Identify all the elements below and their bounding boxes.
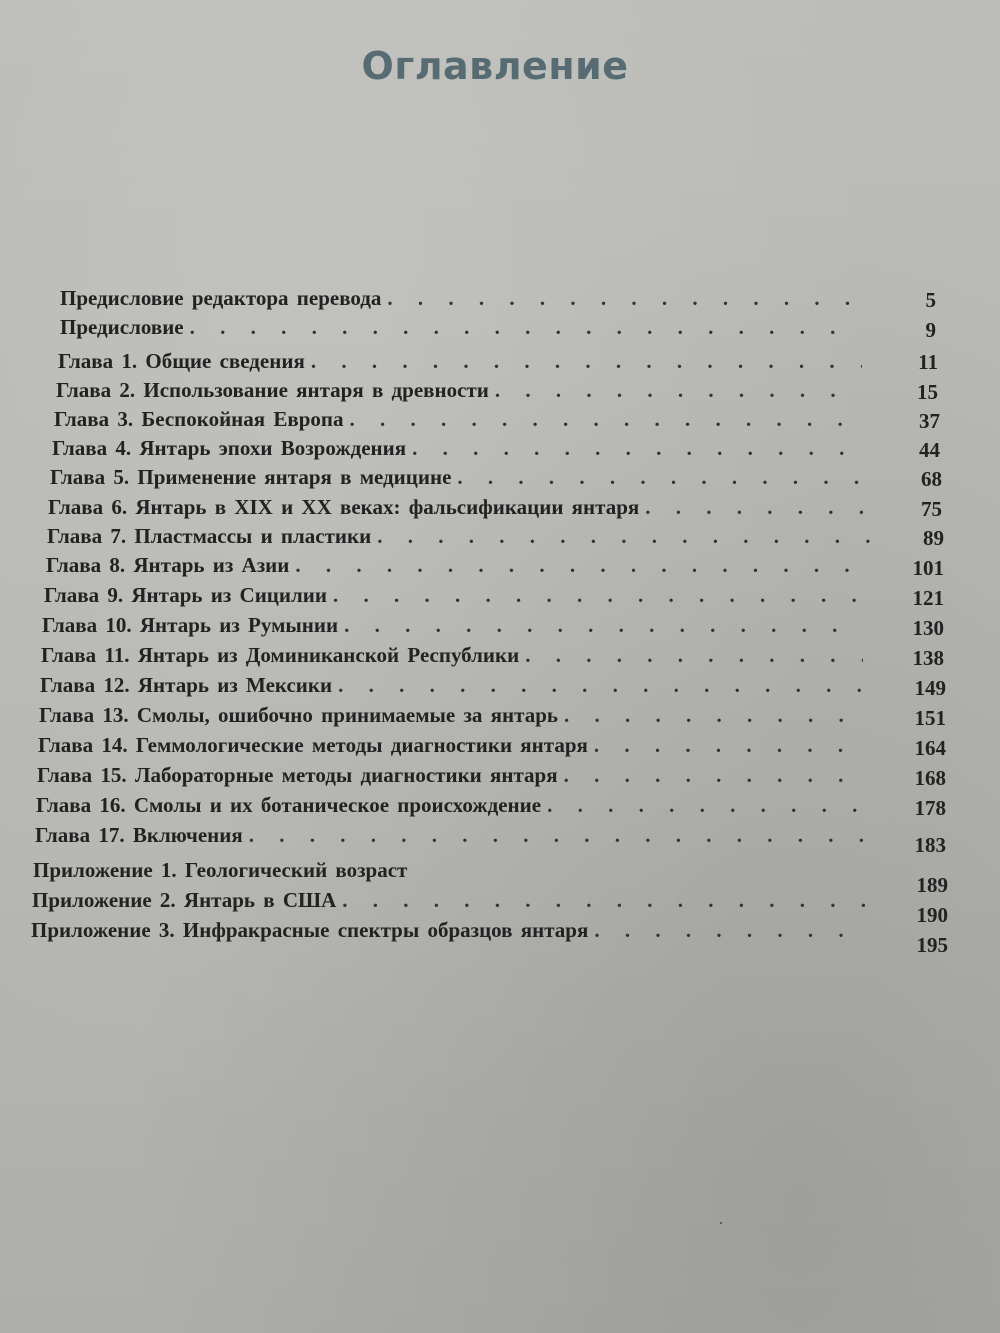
toc-entry-label: Предисловие редактора перевода — [60, 286, 382, 310]
page-title: Оглавление — [361, 44, 629, 88]
toc-page-number: 5 — [925, 288, 936, 312]
toc-entry-label: Приложение 3. Инфракрасные спектры образцов янтаря — [31, 918, 589, 942]
toc-page-number: 75 — [921, 497, 942, 521]
toc-entry — [52, 436, 872, 466]
dot-leader — [547, 793, 868, 818]
toc-entry — [41, 643, 869, 673]
toc-entry — [47, 524, 877, 554]
dot-leader — [344, 613, 862, 638]
toc-page-number: 138 — [912, 646, 944, 670]
toc-page-number: 164 — [914, 736, 946, 760]
dot-leader — [190, 315, 854, 340]
toc-entry-label: Глава 16. Смолы и их ботаническое происхождение — [36, 793, 542, 817]
toc-entry-label: Глава 3. Беспокойная Европа — [54, 407, 344, 431]
dot-leader — [342, 888, 868, 913]
toc-page-number: 9 — [925, 318, 936, 342]
toc-entry — [39, 703, 871, 733]
toc-page-number: 195 — [916, 933, 948, 957]
toc-page-number: 101 — [912, 556, 944, 580]
toc-entry-label: Глава 1. Общие сведения — [58, 349, 305, 373]
toc-entry-label: Приложение 1. Геологический возраст — [33, 858, 408, 882]
toc-entry-label: Глава 15. Лабораторные методы диагностики янтаря — [37, 763, 558, 787]
toc-entry — [56, 378, 868, 408]
toc-entry — [33, 858, 873, 888]
toc-page-number: 151 — [914, 706, 946, 730]
toc-page-number: 168 — [914, 766, 946, 790]
toc-page-number: 89 — [923, 526, 944, 550]
toc-entry-label: Глава 9. Янтарь из Сицилии — [44, 583, 327, 607]
dot-leader — [564, 703, 865, 728]
toc-page-number: 68 — [921, 467, 942, 491]
toc-entry — [46, 553, 866, 583]
toc-page-number: 190 — [916, 903, 948, 927]
dot-leader — [594, 733, 866, 758]
toc-entry-label: Предисловие — [60, 315, 184, 339]
toc-page-number: 15 — [917, 380, 938, 404]
dot-leader — [525, 643, 863, 668]
dot-leader — [412, 436, 866, 461]
toc-entry — [31, 918, 875, 948]
dot-leader — [350, 407, 864, 432]
toc-entry-label: Глава 5. Применение янтаря в медицине — [50, 465, 452, 489]
toc-entry — [36, 793, 874, 823]
toc-entry-label: Глава 4. Янтарь эпохи Возрождения — [52, 436, 407, 460]
toc-page-number: 189 — [916, 873, 948, 897]
toc-entry — [32, 888, 874, 918]
toc-entry-label: Глава 7. Пластмассы и пластики — [47, 524, 372, 548]
toc-entry-label: Приложение 2. Янтарь в США — [32, 888, 337, 912]
toc-entry — [60, 286, 860, 316]
dot-leader — [495, 378, 862, 403]
toc-entry-label: Глава 17. Включения — [35, 823, 243, 847]
toc-page-number: 121 — [912, 586, 944, 610]
toc-entry — [44, 583, 866, 613]
toc-entry — [54, 407, 870, 437]
dot-leader — [645, 495, 870, 520]
dot-leader — [564, 763, 867, 788]
toc-entry-label: Глава 6. Янтарь в XIX и XX веках: фальсификации янтаря — [48, 495, 640, 519]
toc-page-number: 44 — [919, 438, 940, 462]
toc-page-number: 11 — [918, 350, 938, 374]
toc-entry — [58, 349, 868, 379]
toc-entry-label: Глава 14. Геммологические методы диагностики янтаря — [38, 733, 588, 757]
dot-leader — [594, 918, 869, 943]
dot-leader — [338, 673, 864, 698]
toc-entry — [60, 315, 860, 345]
toc-entry-label: Глава 2. Использование янтаря в древности — [56, 378, 489, 402]
toc-entry — [38, 733, 872, 763]
toc-entry-label: Глава 12. Янтарь из Мексики — [40, 673, 333, 697]
dot-leader — [295, 553, 860, 578]
toc-entry — [35, 823, 875, 853]
toc-entry-label: Глава 8. Янтарь из Азии — [46, 553, 290, 577]
toc-page-number: 130 — [912, 616, 944, 640]
toc-entry — [42, 613, 868, 643]
dot-leader — [311, 349, 862, 374]
toc-entry — [40, 673, 870, 703]
toc-entry — [50, 465, 874, 495]
dot-leader — [387, 286, 854, 311]
toc-entry — [37, 763, 873, 793]
dot-leader — [457, 465, 868, 490]
toc-page-number: 37 — [919, 409, 940, 433]
dot-leader — [249, 823, 869, 848]
toc-page-number: 183 — [914, 833, 946, 857]
dot-leader — [333, 583, 860, 608]
page-speck — [720, 1222, 722, 1224]
toc-entry — [48, 495, 876, 525]
toc-entry-label: Глава 11. Янтарь из Доминиканской Республики — [41, 643, 520, 667]
toc-entry-label: Глава 10. Янтарь из Румынии — [42, 613, 339, 637]
toc-page-number: 149 — [914, 676, 946, 700]
dot-leader — [377, 524, 871, 549]
toc-page-number: 178 — [914, 796, 946, 820]
toc-entry-label: Глава 13. Смолы, ошибочно принимаемые за янтарь — [39, 703, 558, 727]
